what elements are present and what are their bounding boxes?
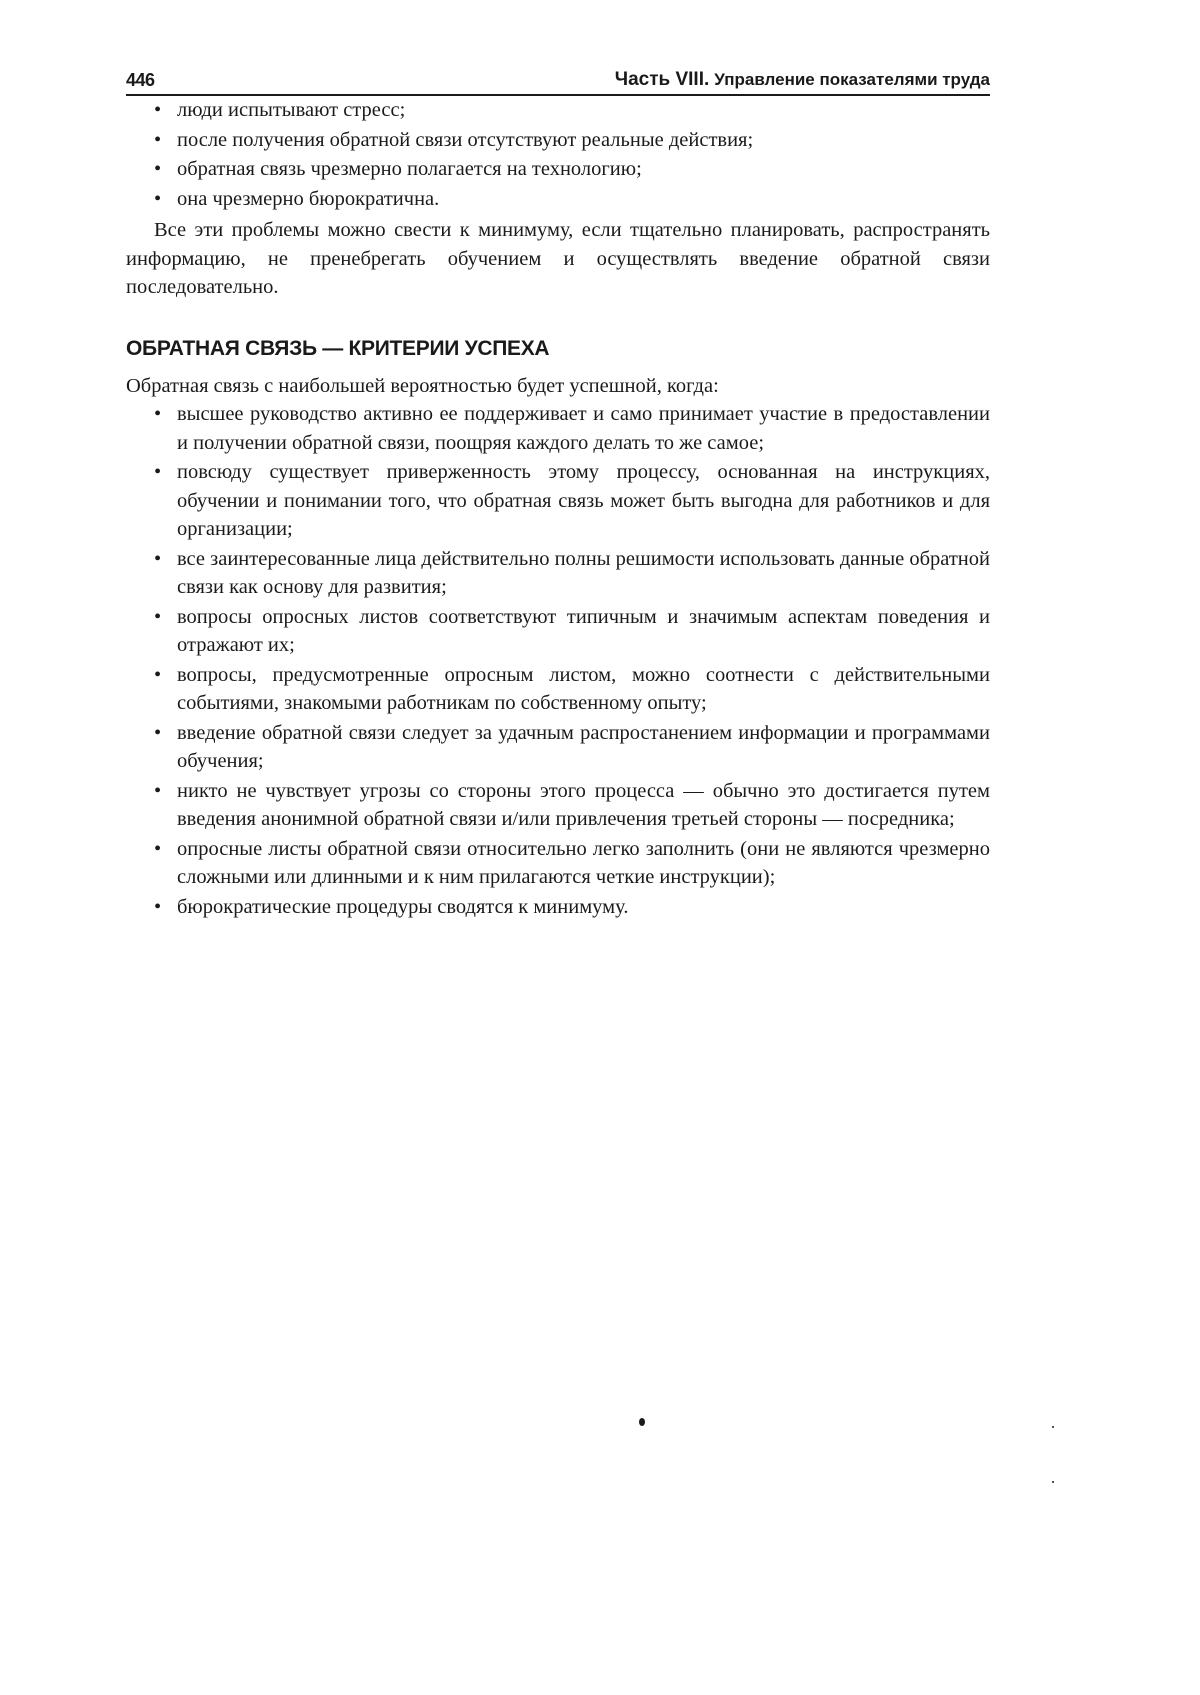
list-item-text: введение обратной связи следует за удачным распростанением информации и программами обучения; (177, 721, 990, 772)
page-number: 446 (126, 70, 155, 90)
list-item (126, 777, 990, 834)
list-item-text: повсюду существует приверженность этому процессу, основанная на инструкциях, обучении и понимании того, что обратная связь может быть выгодна для работников и для организации; (177, 461, 990, 540)
bullet-icon: • (154, 547, 162, 570)
section-intro: Обратная связь с наибольшей вероятностью будет успешной, когда: (126, 374, 719, 397)
list-item-text: после получения обратной связи отсутствуют реальные действия; (177, 128, 754, 151)
bullet-icon: • (154, 461, 162, 483)
criteria-list (126, 400, 990, 921)
part-title (615, 69, 990, 91)
bullet-icon: • (154, 605, 162, 628)
section-heading: ОБРАТНАЯ СВЯЗЬ — КРИТЕРИИ УСПЕХА (126, 336, 550, 360)
list-item (126, 661, 990, 718)
summary-paragraph: Все эти проблемы можно свести к минимуму, если тщательно планировать, распространять информацию, не пренебрегать обучением и осуществлять введение обратной связи последовательно. (126, 219, 990, 298)
bullet-icon: • (154, 779, 162, 802)
scan-speck (1052, 1426, 1054, 1428)
list-item-text: вопросы, предусмотренные опросным листом, можно соотнести с действительными событиями, знакомыми работникам по собственному опыту; (177, 663, 990, 714)
list-item-text: никто не чувствует угрозы со стороны этого процесса — обычно это достигается путем введения анонимной обратной связи и/или привлечения третьей стороны — посредника; (177, 779, 990, 830)
bullet-icon: • (154, 895, 162, 918)
list-item (126, 835, 990, 892)
list-item-text: все заинтересованные лица действительно полны решимости использовать данные обратной связи как основу для развития; (177, 547, 990, 598)
running-head (126, 64, 990, 96)
bullet-icon: • (154, 721, 162, 744)
bullet-icon: • (154, 158, 162, 180)
problems-list (126, 96, 990, 213)
list-item (126, 155, 990, 184)
list-item (126, 96, 990, 125)
list-item-text: люди испытывают стресс; (177, 99, 406, 121)
list-item (126, 458, 990, 544)
list-item-text: она чрезмерно бюрократична. (177, 187, 440, 210)
bullet-icon: • (154, 128, 162, 151)
list-item (126, 719, 990, 776)
list-item (126, 603, 990, 660)
list-item (126, 185, 990, 214)
list-item-text: опросные листы обратной связи относительно легко заполнить (они не являются чрезмерно сложными или длинными и к ним прилагаются четкие инструкции); (177, 837, 990, 888)
bullet-icon: • (154, 663, 162, 686)
bullet-icon: • (154, 99, 162, 121)
book-page (126, 64, 990, 922)
bullet-icon: • (154, 403, 162, 425)
bullet-icon: • (154, 187, 162, 210)
list-item (126, 126, 990, 155)
body-text (126, 96, 990, 921)
list-item-text: бюрократические процедуры сводятся к минимуму. (177, 895, 629, 918)
part-label: Часть VIII. (614, 69, 710, 90)
list-item (126, 400, 990, 457)
list-item-text: высшее руководство активно ее поддерживает и само принимает участие в предоставлении и получении обратной связи, поощряя каждого делать то же самое; (177, 403, 990, 454)
list-item-text: вопросы опросных листов соответствуют типичным и значимым аспектам поведения и отражают их; (177, 605, 990, 656)
list-item-text: обратная связь чрезмерно полагается на технологию; (177, 158, 642, 180)
list-item (126, 545, 990, 602)
scan-speck (639, 1418, 645, 1426)
part-name: Управление показателями труда (714, 70, 990, 89)
bullet-icon: • (154, 837, 162, 860)
scan-speck (1052, 1481, 1054, 1483)
list-item (126, 893, 990, 922)
